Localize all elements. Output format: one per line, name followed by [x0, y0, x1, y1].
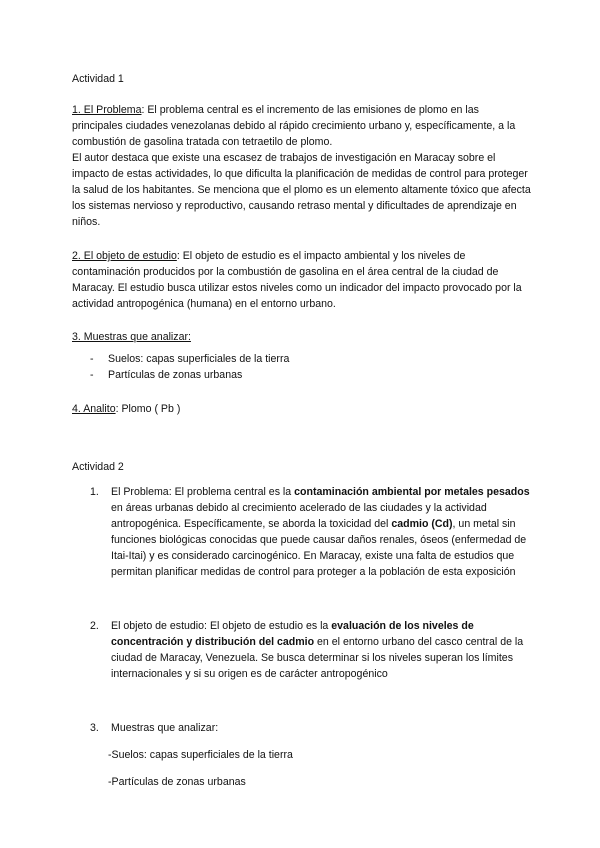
- object-text: : El objeto de estudio es el impacto ambiental y los niveles de contaminación producidos por la combustión de gasolina en el área central de la ciudad de Maracay. El estudio busca utilizar estos niveles como un indicador del impacto provocado por la actividad antropogénica (humana) en el entorno urbano.: [72, 250, 522, 310]
- text-run: El Problema: El problema central es la: [111, 486, 295, 498]
- act2-item-2: [72, 618, 532, 682]
- object-label: 2. El objeto de estudio: [72, 250, 177, 262]
- problem-text: : El problema central es el incremento de las emisiones de plomo en las principales ciudades venezolanas debido al rápido crecimiento urbano y, específicamente, a la combustión de gasolina tratada con tetraetilo de plomo.: [72, 104, 516, 148]
- act2-sample-soil: -Suelos: capas superficiales de la tierra: [108, 749, 293, 761]
- text-run: en áreas urbanas debido al crecimiento acelerado de las ciudades y la actividad antropogénica. Específicamente, se aborda la toxicidad del: [111, 502, 487, 530]
- act1-problem-paragraph: [72, 102, 532, 150]
- item-number: 2.: [90, 620, 99, 632]
- act2-samples-heading: Muestras que analizar:: [111, 722, 219, 734]
- text-run: , un metal sin funciones biológicas conocidas que puede causar daños renales, óseos (enfermedad de Itai-Itai) y es considerado carcinogénico. En Maracay, existe una falta de estudios que permitan planificar medidas de control para proteger a la población de esta exposición: [111, 518, 527, 578]
- act2-item-3: [72, 720, 532, 736]
- item-number: 3.: [90, 722, 99, 734]
- bold-run: evaluación de los niveles de concentración y distribución del cadmio: [111, 620, 474, 648]
- list-item: - Suelos: capas superficiales de la tierra: [90, 351, 532, 367]
- analyte-text: : Plomo ( Pb ): [115, 403, 181, 415]
- document-page: [72, 70, 532, 790]
- analyte-label: 4. Analito: [72, 403, 116, 415]
- bold-run: cadmio (Cd): [391, 518, 453, 530]
- act1-samples-list: [72, 351, 532, 383]
- bold-run: contaminación ambiental por metales pesados: [294, 486, 530, 498]
- act1-problem-paragraph-2: El autor destaca que existe una escasez de trabajos de investigación en Maracay sobre el impacto de estas actividades, lo que dificulta la planificación de medidas de control para proteger la salud de los habitantes. Se menciona que el plomo es un elemento altamente tóxico que afecta los sistemas nervioso y reproductivo, causando retraso mental y dificultades de aprendizaje en niños.: [72, 152, 531, 228]
- activity2-title: Actividad 2: [72, 461, 124, 473]
- act2-item-1: [72, 484, 532, 580]
- act2-object-text: [111, 618, 532, 682]
- text-run: en el entorno urbano del casco central de la ciudad de Maracay, Venezuela. Se busca determinar si los niveles superan los límites internacionales y si su origen es de carácter antropogénico: [111, 636, 524, 680]
- act2-problem-text: [111, 484, 532, 580]
- list-item: - Partículas de zonas urbanas: [90, 367, 532, 383]
- act1-samples-heading: 3. Muestras que analizar:: [72, 331, 191, 343]
- act2-sample-particles: -Partículas de zonas urbanas: [108, 776, 246, 788]
- act1-object-paragraph: [72, 248, 532, 312]
- text-run: El objeto de estudio: El objeto de estudio es la: [111, 620, 332, 632]
- problem-label: 1. El Problema: [72, 104, 142, 116]
- act1-analyte: [72, 401, 532, 417]
- activity1-title: Actividad 1: [72, 73, 124, 85]
- item-number: 1.: [90, 486, 99, 498]
